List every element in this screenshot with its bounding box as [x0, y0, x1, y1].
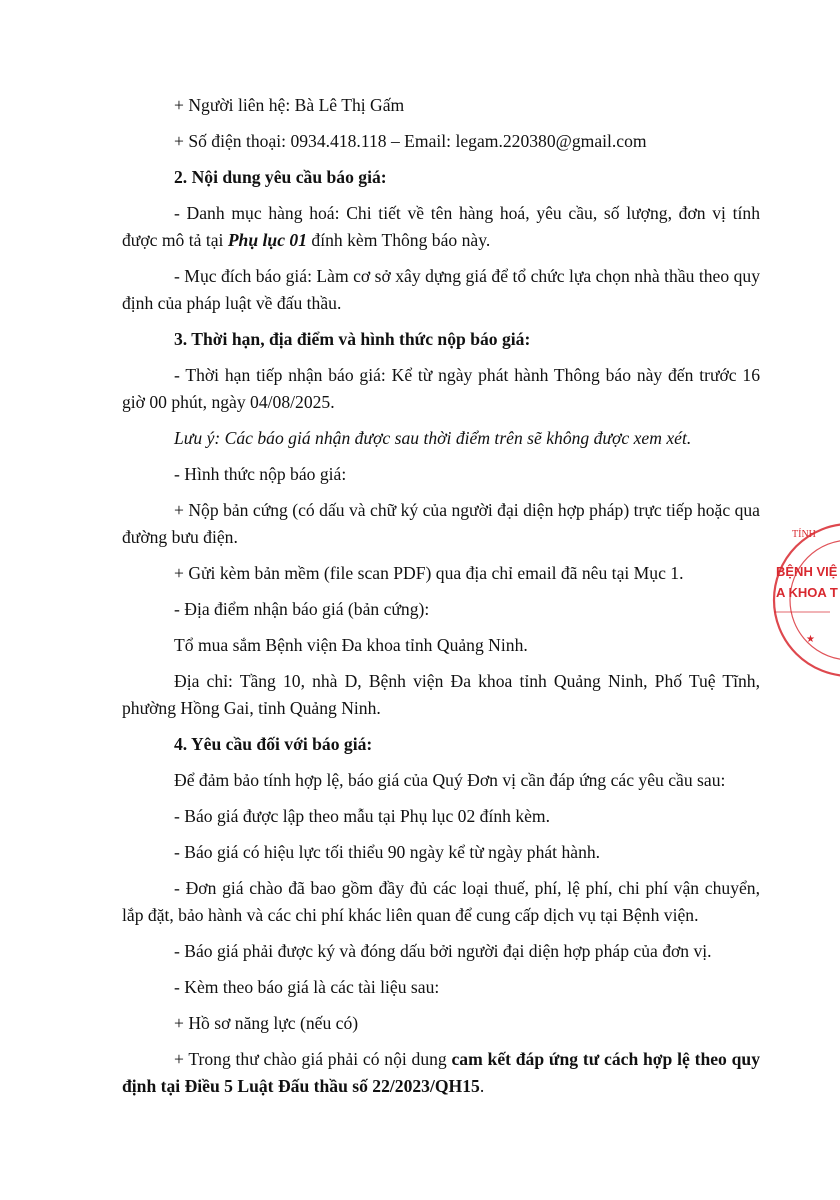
stamp-seal — [758, 512, 840, 692]
section3-location-label: - Địa điểm nhận báo giá (bản cứng): — [174, 599, 430, 619]
section4-req5b — [122, 1046, 760, 1100]
stamp-line1: BỆNH VIỆ — [776, 564, 838, 579]
section3-soft-copy: + Gửi kèm bản mềm (file scan PDF) qua địa chỉ email đã nêu tại Mục 1. — [174, 563, 684, 583]
section4-req1: - Báo giá được lập theo mẫu tại Phụ lục 02 đính kèm. — [174, 806, 551, 826]
section3-heading: 3. Thời hạn, địa điểm và hình thức nộp báo giá: — [174, 329, 531, 349]
section2-item1 — [122, 200, 760, 254]
contact-phone-email: + Số điện thoại: 0934.418.118 – Email: legam.220380@gmail.com — [174, 131, 647, 151]
section3-method: - Hình thức nộp báo giá: — [174, 464, 347, 484]
section3-location-unit: Tổ mua sắm Bệnh viện Đa khoa tỉnh Quảng Ninh. — [174, 635, 528, 655]
section3-hard-copy: + Nộp bản cứng (có dấu và chữ ký của người đại diện hợp pháp) trực tiếp hoặc qua đường bưu điện. — [122, 500, 760, 547]
appendix-01-ref: Phụ lục 01 — [227, 230, 308, 250]
section4-req5: - Kèm theo báo giá là các tài liệu sau: — [174, 977, 440, 997]
section2-item1-suffix: đính kèm Thông báo này. — [307, 230, 491, 250]
section4-req4: - Báo giá phải được ký và đóng dấu bởi người đại diện hợp pháp của đơn vị. — [174, 941, 712, 961]
section4-commitment: cam kết đáp ứng tư cách hợp lệ theo quy định tại Điều 5 Luật Đấu thầu số 22/2023/QH15 — [122, 1049, 760, 1096]
section3-deadline: - Thời hạn tiếp nhận báo giá: Kể từ ngày phát hành Thông báo này đến trước 16 giờ 00 phút, ngày 04/08/2025. — [122, 365, 760, 412]
section2-heading: 2. Nội dung yêu cầu báo giá: — [174, 167, 387, 187]
stamp-star-icon: ★ — [806, 634, 815, 645]
stamp-top-text: TỈNH — [792, 529, 816, 540]
stamp-seal-graphic — [758, 512, 840, 692]
section2-item2: - Mục đích báo giá: Làm cơ sở xây dựng giá để tổ chức lựa chọn nhà thầu theo quy định của pháp luật về đấu thầu. — [122, 266, 760, 313]
stamp-line2: A KHOA T — [776, 585, 838, 600]
section4-req5b-prefix: + Trong thư chào giá phải có nội dung — [174, 1049, 452, 1069]
section4-intro: Để đảm bảo tính hợp lệ, báo giá của Quý Đơn vị cần đáp ứng các yêu cầu sau: — [174, 770, 726, 790]
section4-req5b-suffix: . — [479, 1076, 485, 1096]
section4-req3: - Đơn giá chào đã bao gồm đầy đủ các loại thuế, phí, lệ phí, chi phí vận chuyển, lắp đặt, bảo hành và các chi phí khác liên quan để cung cấp dịch vụ tại Bệnh viện. — [122, 878, 760, 925]
section3-address: Địa chỉ: Tầng 10, nhà D, Bệnh viện Đa khoa tỉnh Quảng Ninh, Phố Tuệ Tĩnh, phường Hồng Gai, tỉnh Quảng Ninh. — [122, 671, 760, 718]
document-body — [122, 92, 760, 1109]
section4-req5a: + Hồ sơ năng lực (nếu có) — [174, 1013, 359, 1033]
section4-req2: - Báo giá có hiệu lực tối thiểu 90 ngày kể từ ngày phát hành. — [174, 842, 601, 862]
section4-heading: 4. Yêu cầu đối với báo giá: — [174, 734, 373, 754]
contact-person: + Người liên hệ: Bà Lê Thị Gấm — [174, 95, 405, 115]
section3-note: Lưu ý: Các báo giá nhận được sau thời điểm trên sẽ không được xem xét. — [174, 428, 692, 448]
section2-item1-prefix: - Danh mục hàng hoá: Chi tiết về tên hàng hoá, yêu cầu, số lượng, đơn vị tính được mô tả tại — [122, 203, 760, 250]
